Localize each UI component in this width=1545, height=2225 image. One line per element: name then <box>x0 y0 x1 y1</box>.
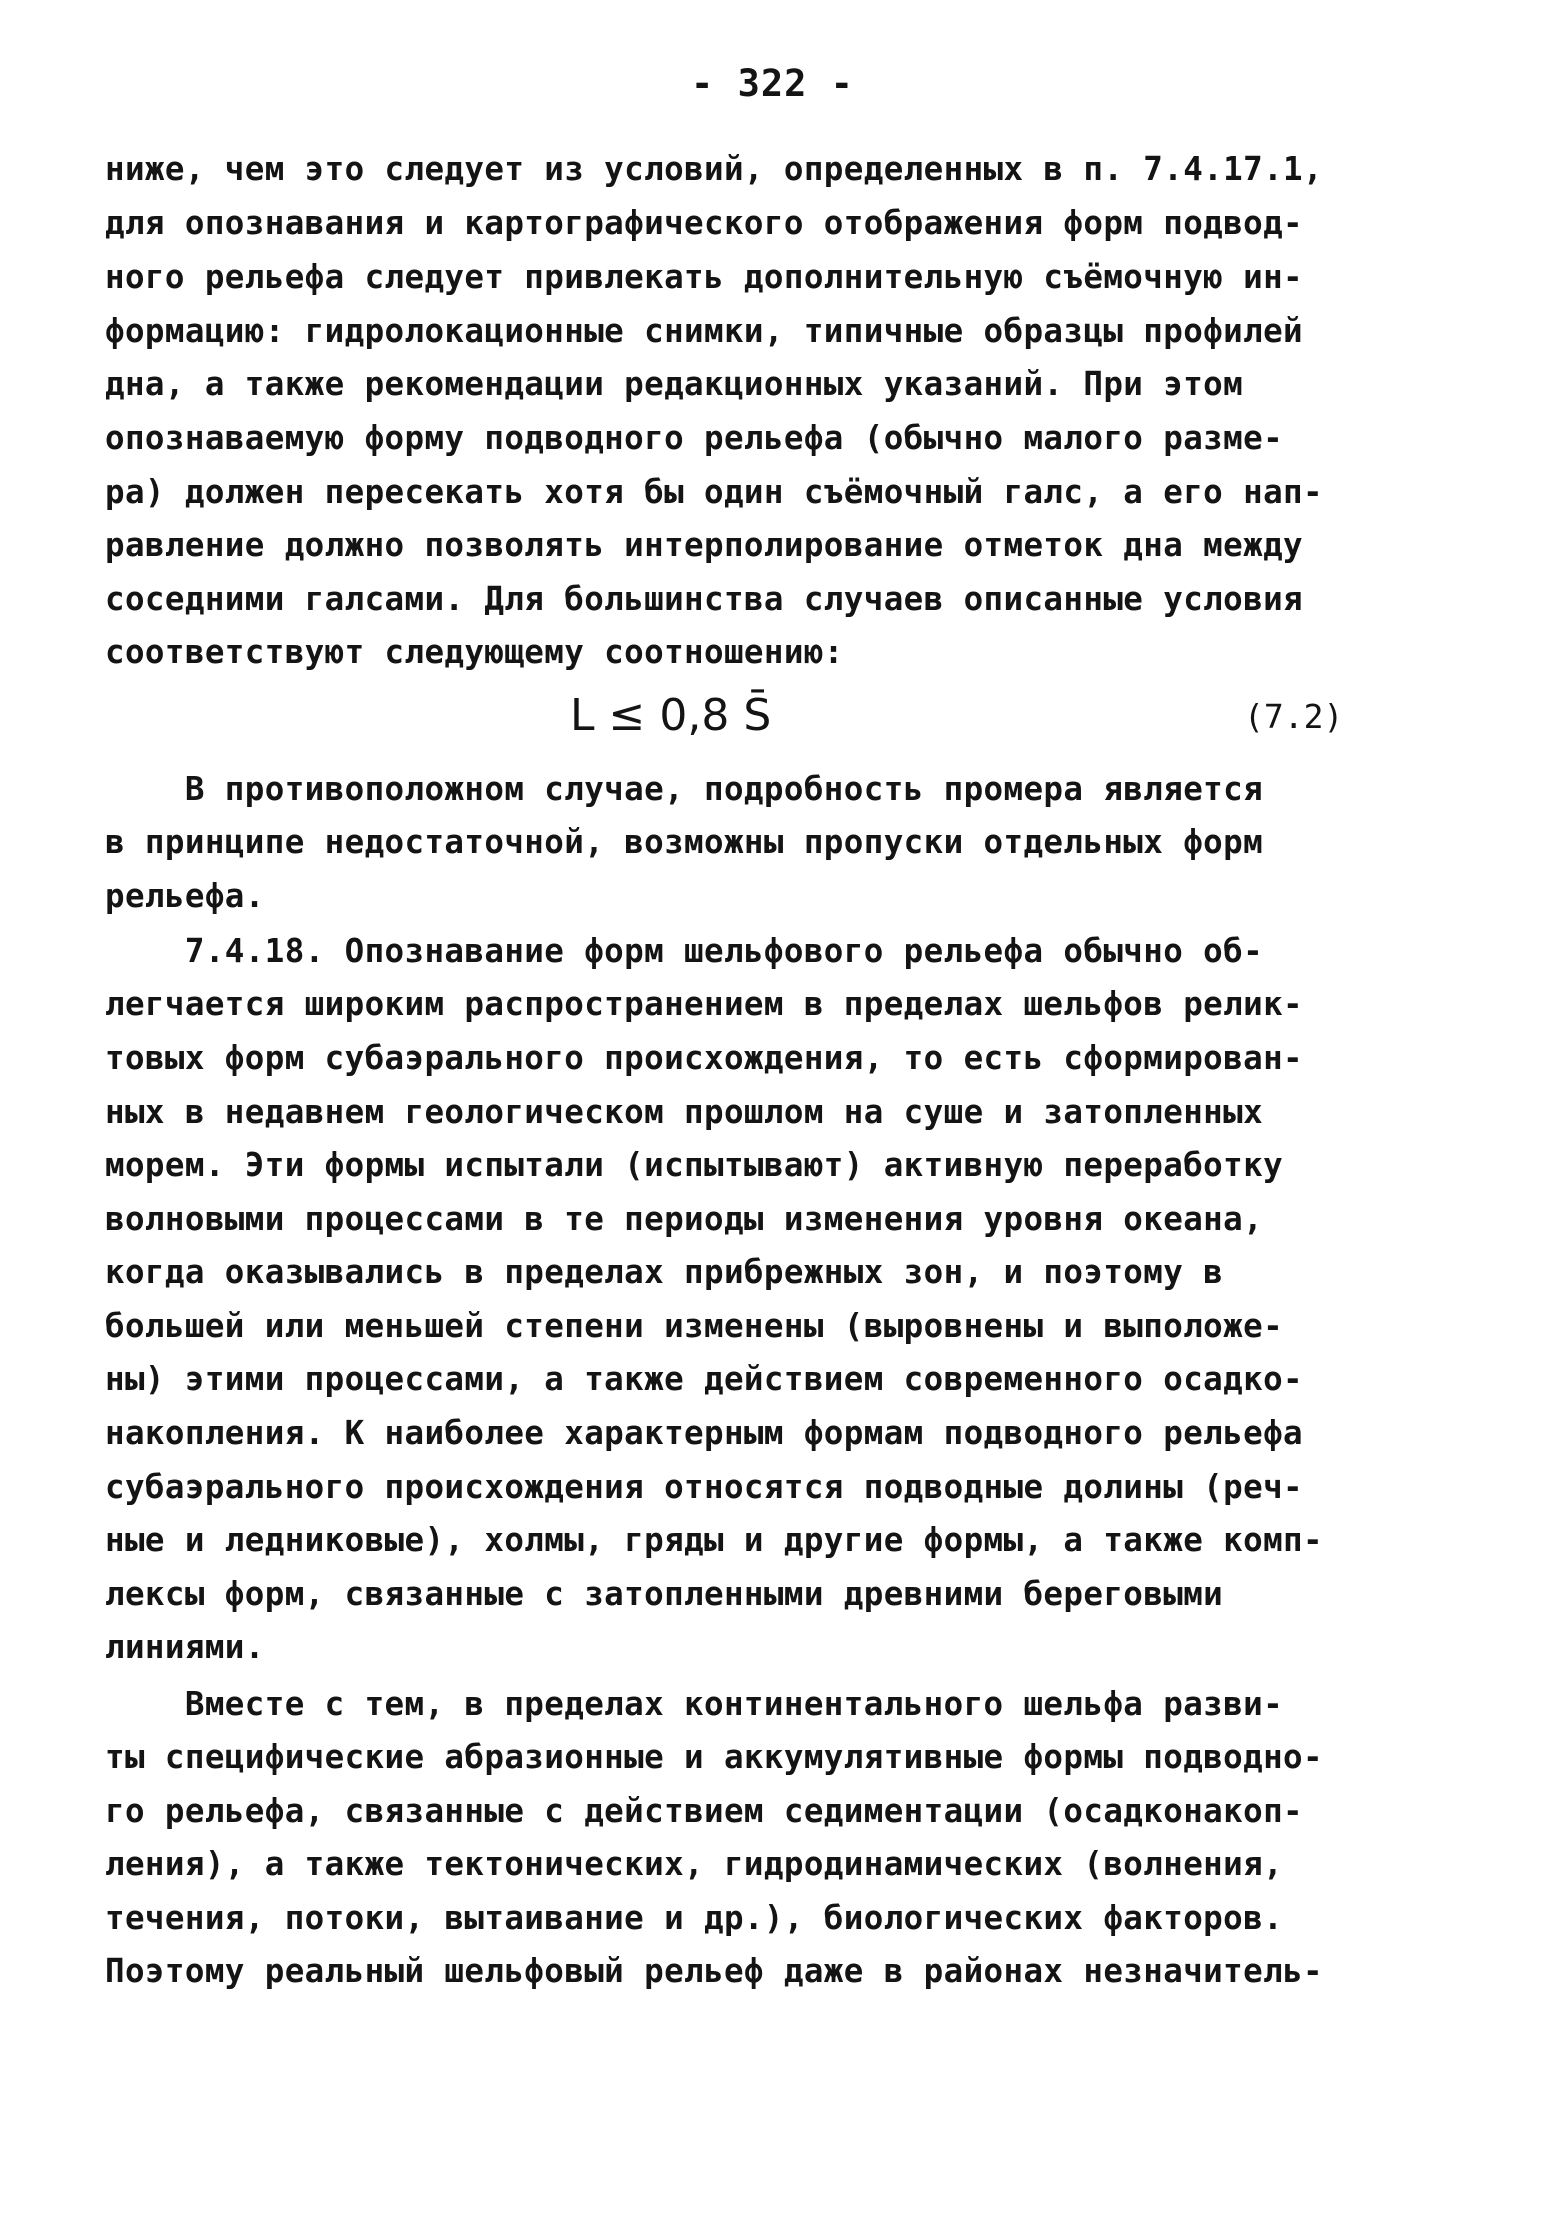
text-line: ные и ледниковые), холмы, гряды и другие формы, а также комп- <box>105 1521 1323 1559</box>
text-line: 7.4.18. Опознавание форм шельфового рельефа обычно об- <box>105 932 1264 970</box>
text-line: го рельефа, связанные с действием седиментации (осадконакоп- <box>105 1792 1303 1830</box>
text-line: соседними галсами. Для большинства случаев описанные условия <box>105 580 1303 618</box>
text-line: волновыми процессами в те периоды изменения уровня океана, <box>105 1200 1264 1238</box>
text-line: рельефа. <box>105 877 265 915</box>
text-line: равление должно позволять интерполирование отметок дна между <box>105 526 1303 564</box>
text-line: большей или меньшей степени изменены (выровнены и выположе- <box>105 1307 1284 1345</box>
text-line: формацию: гидролокационные снимки, типичные образцы профилей <box>105 312 1303 350</box>
text-line: морем. Эти формы испытали (испытывают) активную переработку <box>105 1146 1284 1184</box>
page-number: - 322 - <box>691 62 854 105</box>
text-line: для опознавания и картографического отображения форм подвод- <box>105 204 1303 242</box>
text-line: Поэтому реальный шельфовый рельеф даже в районах незначитель- <box>105 1952 1323 1990</box>
text-line: течения, потоки, вытаивание и др.), биологических факторов. <box>105 1899 1284 1937</box>
text-line: линиями. <box>105 1628 265 1666</box>
text-line: субаэрального происхождения относятся подводные долины (реч- <box>105 1468 1303 1506</box>
formula-expression: L ≤ 0,8 S̄ <box>570 690 772 741</box>
text-line: ты специфические абразионные и аккумулятивные формы подводно- <box>105 1738 1323 1776</box>
text-line: легчается широким распространением в пределах шельфов релик- <box>105 985 1303 1023</box>
text-line: ных в недавнем геологическом прошлом на суше и затопленных <box>105 1093 1264 1131</box>
text-line: накопления. К наиболее характерным формам подводного рельефа <box>105 1414 1303 1452</box>
text-line: соответствуют следующему соотношению: <box>105 633 844 671</box>
text-line: товых форм субаэрального происхождения, то есть сформирован- <box>105 1039 1303 1077</box>
text-line: когда оказывались в пределах прибрежных зон, и поэтому в <box>105 1253 1224 1291</box>
text-line: В противоположном случае, подробность промера является <box>105 770 1264 808</box>
formula-number: (7.2) <box>1244 697 1344 736</box>
text-line: ны) этими процессами, а также действием современного осадко- <box>105 1360 1303 1398</box>
text-line: ления), а также тектонических, гидродинамических (волнения, <box>105 1845 1284 1883</box>
text-line: ниже, чем это следует из условий, определенных в п. 7.4.17.1, <box>105 150 1323 188</box>
text-line: лексы форм, связанные с затопленными древними береговыми <box>105 1575 1224 1613</box>
text-line: дна, а также рекомендации редакционных указаний. При этом <box>105 365 1244 403</box>
text-line: ного рельефа следует привлекать дополнительную съёмочную ин- <box>105 258 1303 296</box>
text-line: опознаваемую форму подводного рельефа (обычно малого разме- <box>105 419 1284 457</box>
text-line: в принципе недостаточной, возможны пропуски отдельных форм <box>105 823 1264 861</box>
text-line: Вместе с тем, в пределах континентального шельфа разви- <box>105 1685 1284 1723</box>
text-line: ра) должен пересекать хотя бы один съёмочный галс, а его нап- <box>105 473 1323 511</box>
